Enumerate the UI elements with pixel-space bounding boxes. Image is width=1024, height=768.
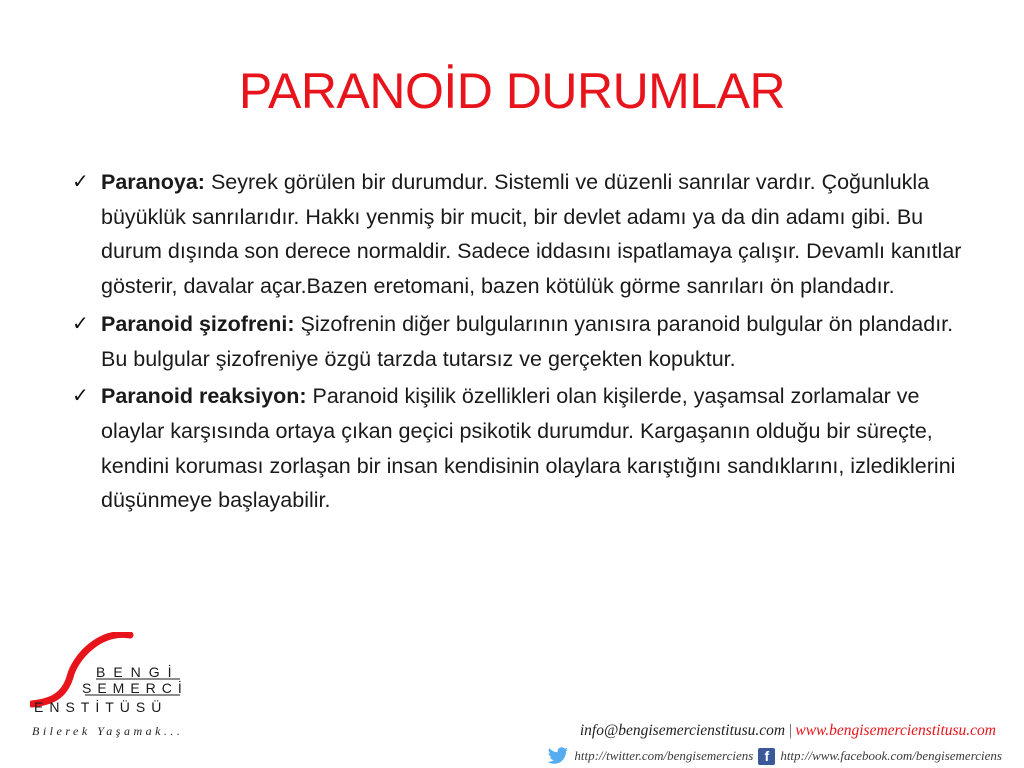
bullet-term: Paranoid reaksiyon: (101, 384, 307, 409)
separator: | (788, 722, 793, 739)
bullet-term: Paranoid şizofreni: (101, 311, 295, 336)
bullet-term: Paranoya: (101, 170, 205, 194)
logo-line-1: BENGİ (96, 664, 180, 680)
tagline: Bilerek Yaşamak... (32, 724, 184, 738)
facebook-icon[interactable]: f (758, 748, 775, 765)
institute-logo (30, 632, 190, 722)
bullet-item (72, 379, 972, 518)
twitter-link[interactable]: http://twitter.com/bengisemerciens (574, 748, 754, 763)
bullet-item (72, 165, 972, 304)
bullet-list (72, 165, 972, 521)
facebook-link[interactable]: http://www.facebook.com/bengisemerciens (780, 748, 1002, 763)
bullet-text: Şizofrenin diğer bulgularının yanısıra paranoid bulgular ön plandadır. Bu bulgular şizofreniye özgü tarzda tutarsız ve gerçekten kopuktur. (101, 311, 954, 371)
bullet-text: Seyrek görülen bir durumdur. Sistemli ve düzenli sanrılar vardır. Çoğunlukla büyüklük sanrılarıdır. Hakkı yenmiş bir mucit, bir devlet adamı ya da din adamı gibi. Bu durum dışında son derece normaldir. Sadece iddasını ispatlamaya çalışır. Devamlı kanıtlar gösterir, davalar açar.Bazen eretomani, bazen kötülük görme sanrıları ön plandadır. (101, 170, 962, 299)
check-icon: ✓ (72, 385, 89, 408)
check-icon: ✓ (72, 171, 89, 193)
contact-line (580, 722, 996, 740)
logo-line-2: SEMERCİ (82, 680, 188, 696)
twitter-icon[interactable] (547, 747, 569, 765)
logo-line-3: ENSTİTÜSÜ (34, 699, 168, 715)
bullet-item (72, 307, 972, 376)
social-links (547, 746, 1002, 766)
website-link[interactable]: www.bengisemercienstitusu.com (795, 722, 996, 739)
bullet-text: Paranoid kişilik özellikleri olan kişilerde, yaşamsal zorlamalar ve olaylar karşısında ortaya çıkan geçici psikotik durumdur. Kargaşanın olduğu bir süreçte, kendini koruması zorlaşan bir insan kendisinin olaylara karıştığını sandıklarını, izlediklerini düşünmeye başlayabilir. (101, 384, 956, 513)
slide-title: PARANOİD DURUMLAR (238, 63, 786, 119)
check-icon: ✓ (72, 312, 89, 335)
email-link[interactable]: info@bengisemercienstitusu.com (579, 722, 786, 739)
